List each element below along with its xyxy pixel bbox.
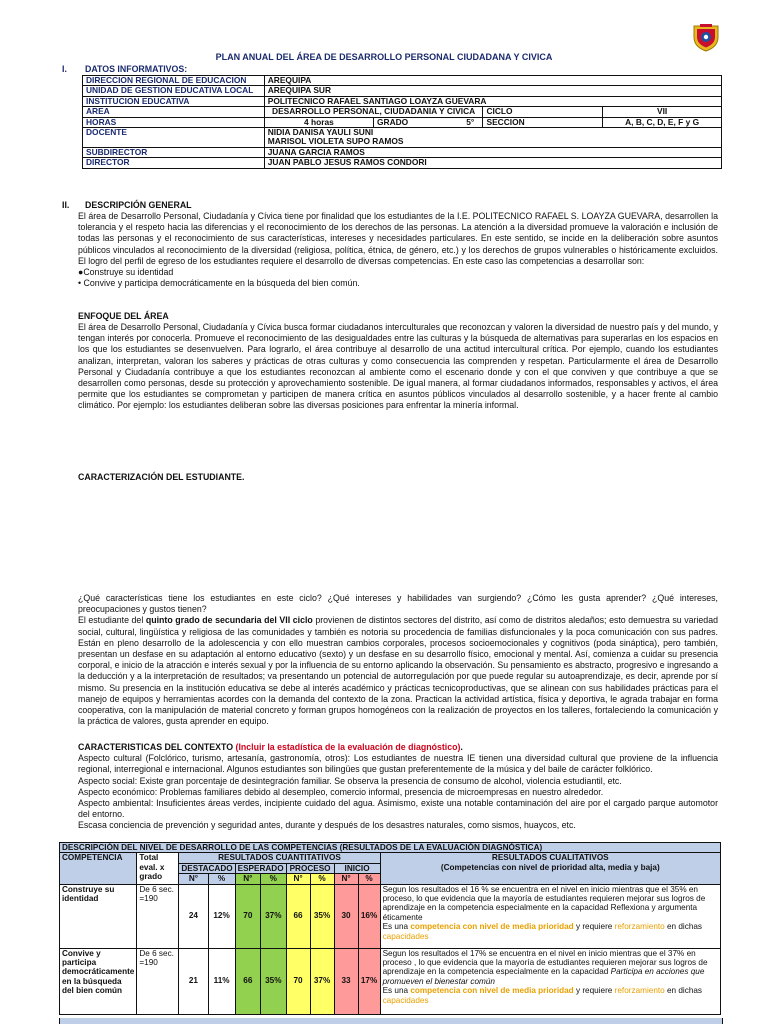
- row-2-end: en dichas: [664, 986, 703, 996]
- info-row-dre: [83, 76, 722, 86]
- row-1-total: De 6 sec. =190: [137, 884, 179, 948]
- row-1-pre: Es una: [382, 922, 411, 932]
- row-2-competencia: Convive y participa democráticamente en la búsqueda del bien común: [60, 948, 137, 1014]
- area-label: AREA: [83, 107, 265, 117]
- header-proc-pct: %: [310, 874, 334, 884]
- enfoque-title: ENFOQUE DEL ÁREA: [78, 311, 169, 321]
- document-title: PLAN ANUAL DEL ÁREA DE DESARROLLO PERSONAL CIUDADANA Y CIVICA: [215, 52, 553, 62]
- header-proceso: PROCESO: [286, 863, 334, 873]
- diag-title-row: [60, 843, 721, 853]
- row-1-cual-text: Segun los resultados el 16 % se encuentra en el nivel en inicio mientras que el 35% en proceso, lo que evidencia que la mayoría de estudiantes requieren mejorar sus logros de aprendizaje en la competencia especialmente en la capacidad Reflexiona y argumenta éticamente: [382, 884, 706, 922]
- row-1-dest-pct: 12%: [208, 884, 235, 948]
- caract-pre: El estudiante del: [78, 615, 146, 626]
- area-value: DESARROLLO PERSONAL, CIUDADANIA Y CIVICA: [264, 107, 483, 117]
- section-2-title: DESCRIPCIÓN GENERAL: [85, 200, 192, 210]
- row-2-ref: reforzamiento: [614, 986, 665, 996]
- docente-label: DOCENTE: [83, 128, 265, 148]
- contexto-line-4: Aspecto ambiental: Insuficientes áreas verdes, incipiente cuidado del agua. Asimismo, existe una notable contaminación del aire por el cargado parque automotor del entorno.: [78, 798, 718, 820]
- caracterizacion-text: [78, 615, 718, 727]
- section-1-number: I.: [62, 64, 67, 74]
- director-value: JUAN PABLO JESUS RAMOS CONDORI: [264, 158, 721, 168]
- docente-value-1: NIDIA DANISA YAULI SUNI: [267, 127, 374, 138]
- seccion-value: A, B, C, D, E, F y G: [603, 117, 722, 127]
- caracterizacion-block: [78, 593, 718, 727]
- info-row-docente: [83, 128, 722, 148]
- row-2-ini-n: 33: [334, 948, 358, 1014]
- horas-label: HORAS: [83, 117, 265, 127]
- grado-label: [374, 117, 483, 127]
- header-esp-n: N°: [235, 874, 260, 884]
- contexto-block: [78, 742, 718, 832]
- row-1-ini-pct: 16%: [358, 884, 380, 948]
- row-2-cual-em: Participa en acciones que promueven el bienestar común: [382, 967, 705, 986]
- ciclo-value: VII: [603, 107, 722, 117]
- header-competencia: COMPETENCIA: [60, 853, 137, 884]
- header-cualitativos-title: RESULTADOS CUALITATIVOS: [491, 853, 609, 863]
- ie-value: POLITECNICO RAFAEL SANTIAGO LOAYZA GUEVARA: [264, 96, 721, 106]
- header-cualitativos-sub: (Competencias con nivel de prioridad alta, media y baja): [440, 862, 660, 872]
- docente-values: [264, 128, 721, 148]
- descripcion-general-block: [78, 211, 718, 289]
- header-esperado: ESPERADO: [235, 863, 286, 873]
- datos-informativos-table: [82, 75, 722, 169]
- grado-label-text: GRADO: [377, 116, 409, 127]
- ie-label: INSTITUCION EDUCATIVA: [83, 96, 265, 106]
- row-2-total: De 6 sec. =190: [137, 948, 179, 1014]
- row-2-dest-pct: 11%: [208, 948, 235, 1014]
- contexto-line-2: Aspecto social: Existe gran porcentaje de desintegración familiar. Se observa la presencia de consumo de alcohol, violencia estudiantil, etc.: [78, 775, 622, 786]
- contexto-title: CARACTERISTICAS DEL CONTEXTO: [78, 742, 236, 752]
- row-1-cualitativo: [380, 884, 720, 948]
- row-2-prio: competencia con nivel de media prioridad: [410, 986, 574, 996]
- contexto-line-5: Escasa conciencia de prevención y seguridad antes, durante y después de los desastres naturales, como sismos, huaycos, etc.: [78, 820, 576, 831]
- grado-value: 5°: [466, 116, 475, 127]
- row-2-esp-n: 66: [235, 948, 260, 1014]
- header-ini-pct: %: [358, 874, 380, 884]
- row-1-proc-n: 66: [286, 884, 310, 948]
- info-row-area: [83, 107, 722, 117]
- header-destacado: DESTACADO: [179, 863, 235, 873]
- seccion-label: SECCION: [483, 117, 603, 127]
- ugel-label: UNIDAD DE GESTION EDUCATIVA LOCAL: [83, 86, 265, 96]
- row-2-pre: Es una: [382, 986, 411, 996]
- table-continuation-strip: [59, 1018, 723, 1024]
- row-2-ini-pct: 17%: [358, 948, 380, 1014]
- row-1-prioridad: [383, 922, 718, 941]
- row-1-end: en dichas: [664, 922, 703, 932]
- contexto-note: (Incluir la estadística de la evaluación de diagnóstico): [235, 742, 461, 752]
- docente-value-2: MARISOL VIOLETA SUPO RAMOS: [267, 136, 404, 147]
- contexto-line-1: Aspecto cultural (Folclórico, turismo, artesanía, gastronomía, otros): Los estudiantes de nuestra IE tienen una diversidad cultural que proviene de la influencia regional, interregional e internacional. Algunos estudiantes son bilingües que gustan preferentemente de la música y del baile de carácter folklórico.: [78, 753, 718, 775]
- info-row-subdirector: [83, 147, 722, 157]
- header-proc-n: N°: [286, 874, 310, 884]
- row-1-ref: reforzamiento: [614, 922, 665, 932]
- row-2-caps: capacidades: [382, 995, 429, 1005]
- row-1-caps: capacidades: [382, 931, 429, 941]
- header-cuantitativos: RESULTADOS CUANTITATIVOS: [179, 853, 380, 863]
- row-1-dest-n: 24: [179, 884, 208, 948]
- section-1-title: DATOS INFORMATIVOS:: [85, 64, 188, 74]
- row-2-cualitativo: [380, 948, 720, 1014]
- competencia-bullet-1: ●Construye su identidad: [78, 267, 174, 278]
- header-esp-pct: %: [261, 874, 286, 884]
- row-2-proc-n: 70: [286, 948, 310, 1014]
- dre-value: AREQUIPA: [264, 76, 721, 86]
- info-row-horas: [83, 117, 722, 127]
- header-dest-pct: %: [208, 874, 235, 884]
- row-2-mid: y requiere: [573, 986, 615, 996]
- table-row: [60, 948, 721, 1014]
- row-2-cual-text: [383, 949, 718, 987]
- contexto-line-3: Aspecto económico: Problemas familiares debido al desempleo, comercio informal, presencia de microempresas en nuestro alrededor.: [78, 786, 604, 797]
- diag-title: DESCRIPCIÓN DEL NIVEL DE DESARROLLO DE LAS COMPETENCIAS (RESULTADOS DE LA EVALUACIÓN DIAGNÓSTICA): [60, 843, 721, 853]
- header-total: Total eval. x grado: [137, 853, 179, 884]
- row-1-prio: competencia con nivel de media prioridad: [410, 922, 574, 932]
- row-2-dest-n: 21: [179, 948, 208, 1014]
- school-crest-logo: [691, 22, 721, 52]
- ugel-value: AREQUIPA SUR: [264, 86, 721, 96]
- row-1-mid: y requiere: [573, 922, 615, 932]
- caract-post: provienen de distintos sectores del distrito, así como de distritos aledaños; esto demuestra su variedad social, cultural, lingüística y religiosa de las comunidades y también es notoria su procedencia de familias disfuncionales y la poca comunicación con sus padres. Están en pleno desarrollo de la adolescencia y con ello muestran cambios corporales, procesos socioemocionales y cognitivos (poda sináptica), pero también, presentan un desfase en su adaptación al entorno educativo (sexto) y un desfase en su desarrollo físico, emocional y mental. Así, comienza a cuidar su presencia corporal, e inicio de la atracción e interés sexual y por la influencia de su entorno aplicando la observación. Su pensamiento es abstracto, progresivo e ingresando a la deducción y a la interpretación de resultados; va presentando un potencial de autorregulación por que puede regular su autoaprendizaje, es decir, aprende por sí mismo. Su presencia en la institución educativa se debe al interés académico y prácticas tecnicoproductivas, que se alinean con sus habilidades prácticas para el manejo de equipos y herramientas acordes con la demanda del contexto de la zona. Practican la actividad artística, física y deportiva, le agrada trabajar en forma cooperativa, con la manipulación de material concreto y forman grupos homogéneos con la realización de proyectos en los talleres, fortaleciendo la comunicación y la práctica de valores, gusta aprender en equipo.: [78, 615, 718, 727]
- table-row: [60, 884, 721, 948]
- info-row-director: [83, 158, 722, 168]
- info-row-ie: [83, 96, 722, 106]
- caracterizacion-question: ¿Qué características tiene los estudiantes en este ciclo? ¿Qué intereses y habilidades van surgiendo? ¿Cómo les gusta aprender? ¿Qué intereses, preocupaciones y gustos tienen?: [78, 593, 718, 615]
- dre-label: DIRECCION REGIONAL DE EDUCACION: [83, 76, 265, 86]
- descripcion-general-text: El área de Desarrollo Personal, Ciudadanía y Cívica tiene por finalidad que los estudiantes de la I.E. POLITECNICO RAFAEL S. LOAYZA GUEVARA, desarrollen la tolerancia y el respeto hacia las diferencias y el reconocimiento de los derechos de las personas. La atención a la diversidad promueve la valoración e inclusión de todas las personas y el reconocimiento de sus características, intereses y necesidades particulares. En este sentido, se incide en la deliberación sobre asuntos públicos vinculados al reconocimiento de la diversidad (religiosa, política, étnica, de género, etc.) y los derechos de grupos vulnerables o históricamente excluidos. El logro del perfil de egreso de los estudiantes requiere el desarrollo de diversas competencias. En este caso las competencias a desarrollar son:: [78, 211, 718, 266]
- caract-bold: quinto grado de secundaria del VII ciclo: [145, 615, 313, 626]
- ciclo-label: CICLO: [483, 107, 603, 117]
- header-cualitativos: [380, 853, 720, 884]
- caracterizacion-title: CARACTERIZACIÓN DEL ESTUDIANTE.: [78, 472, 245, 482]
- row-1-esp-n: 70: [235, 884, 260, 948]
- contexto-end: .: [460, 742, 463, 752]
- subdirector-label: SUBDIRECTOR: [83, 147, 265, 157]
- row-2-proc-pct: 37%: [310, 948, 334, 1014]
- director-label: DIRECTOR: [83, 158, 265, 168]
- row-2-esp-pct: 35%: [261, 948, 286, 1014]
- header-ini-n: N°: [334, 874, 358, 884]
- header-inicio: INICIO: [334, 863, 380, 873]
- row-1-proc-pct: 35%: [310, 884, 334, 948]
- info-row-ugel: [83, 86, 722, 96]
- row-2-prioridad: [383, 986, 718, 1005]
- row-1-ini-n: 30: [334, 884, 358, 948]
- competencia-bullet-2: • Convive y participa democráticamente en la búsqueda del bien común.: [78, 278, 360, 289]
- diagnostico-table: [59, 842, 721, 1015]
- subdirector-value: JUANA GARCIA RAMOS: [264, 147, 721, 157]
- contexto-heading: [78, 742, 718, 753]
- enfoque-text: El área de Desarrollo Personal, Ciudadanía y Cívica busca formar ciudadanos interculturales que reconozcan y valoren la diversidad de nuestro país y del mundo, y tengan interés por conocerla. Promueve el reconocimiento de las desigualdades entre las culturas y la búsqueda de alternativas para superarlas en los espacios en los que los estudiantes se desenvuelven. Para lograrlo, el área contribuye al desarrollo de una actitud intercultural crítica. Por ejemplo, cuando los estudiantes analizan, interpretan, valoran los saberes y prácticas de otras culturas y como consecuencia las comprenden y respetan. Particularmente el área de Desarrollo Personal y Ciudadanía contribuye a que los estudiantes reconozcan al ambiente como el escenario donde y con el que conviven y que contribuye a que se desarrollen como personas, desde su protección y aprovechamiento sostenible. De igual manera, al formar ciudadanos informados, responsables y activos, el área permite que los estudiantes se comprometan y participen de manera crítica en asuntos públicos vinculados al desarrollo sostenible, y a hacer frente al cambio climático. Por ejemplo: los estudiantes deliberan sobre las diversas posiciones para enfrentar la minería informal.: [78, 322, 718, 411]
- row-2-cual-main: Segun los resultados el 17% se encuentra en el nivel en inicio mientras que el 37% en proceso , lo que evidencia que la mayoría de estudiantes requieren mejorar sus logros de aprendizaje en la competencia especialmente en la capacidad: [382, 948, 708, 977]
- section-2-number: II.: [62, 200, 70, 210]
- row-1-esp-pct: 37%: [261, 884, 286, 948]
- horas-value: 4 horas: [264, 117, 373, 127]
- diag-header-row-1: [60, 853, 721, 863]
- header-dest-n: N°: [179, 874, 208, 884]
- row-1-competencia: Construye su identidad: [60, 884, 137, 948]
